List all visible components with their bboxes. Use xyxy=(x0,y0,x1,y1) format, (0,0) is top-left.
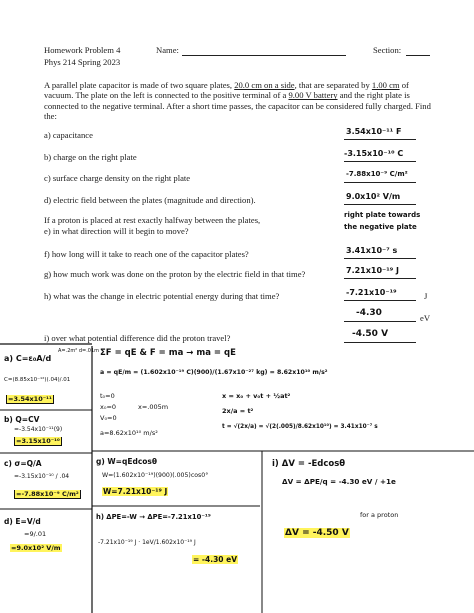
question-a: a) capacitance xyxy=(44,130,93,140)
work-b-calc: =-3.54x10⁻¹¹(9) xyxy=(14,426,63,433)
homework-title: Homework Problem 4 xyxy=(44,45,121,55)
work-f-a: a=8.62x10¹⁰ m/s² xyxy=(100,429,158,437)
work-f-line1: ΣF = qE & F = ma → ma = qE xyxy=(100,348,236,358)
answer-a: 3.54x10⁻¹¹ F xyxy=(346,127,402,136)
work-a-label: a) C=ε₀A/d xyxy=(4,354,52,363)
question-d: d) electric field between the plates (magnitude and direction). xyxy=(44,195,256,205)
work-f-x: x=.005m xyxy=(138,403,169,411)
question-h: h) what was the change in electric potential energy during that time? xyxy=(44,291,280,301)
work-g-line1: g) W=qEdcosθ xyxy=(96,457,158,466)
question-i: i) over what potential difference did the proton travel? xyxy=(44,333,231,343)
course-label: Phys 214 Spring 2023 xyxy=(44,57,121,67)
plate-separation: 1.00 cm xyxy=(371,80,400,90)
work-b-result: =3.15x10⁻¹⁰ xyxy=(16,437,60,445)
problem-text-1: A parallel plate capacitor is made of two square plates, xyxy=(44,80,235,90)
work-a-calc: C=(8.85x10⁻¹²)(.04)/.01 xyxy=(4,377,71,383)
work-h-line1: h) ΔPE=-W → ΔPE=-7.21x10⁻¹⁹ xyxy=(96,513,211,521)
work-d-result: =9.0x10² V/m xyxy=(11,544,61,552)
work-b-label: b) Q=CV xyxy=(4,415,40,424)
work-i-note: for a proton xyxy=(360,511,399,519)
question-g: g) how much work was done on the proton by the electric field in that time? xyxy=(44,269,306,279)
plate-size: 20.0 cm on a side xyxy=(234,80,295,90)
work-f-kin1: x = x₀ + v₀t + ½at² xyxy=(222,392,291,400)
answer-b: -3.15x10⁻¹⁰ C xyxy=(344,149,404,158)
answer-h: -7.21x10⁻¹⁹ xyxy=(346,288,397,297)
work-d-label: d) E=V/d xyxy=(4,517,41,526)
answer-c: -7.88x10⁻⁹ C/m² xyxy=(346,170,408,178)
work-f-kin2: 2x/a = t² xyxy=(222,407,254,415)
answer-h-ev: -4.30 xyxy=(356,308,382,318)
answer-h-ev-unit: eV xyxy=(420,313,431,323)
answer-f: 3.41x10⁻⁷ s xyxy=(346,246,398,255)
work-c-label: c) σ=Q/A xyxy=(4,459,42,468)
problem-text-4: and the right plate is connected to the negative terminal. After a short time passes, the capacitor can be considered fully charged. Find the: xyxy=(44,90,431,122)
problem-text-2: , that are separated by xyxy=(294,80,372,90)
section-label: Section: xyxy=(373,45,402,55)
work-a-result: =3.54x10⁻¹¹ xyxy=(8,395,52,403)
work-a-given: A=.2m² d=.01m xyxy=(58,348,100,354)
work-f-line2: a = qE/m = (1.602x10⁻¹⁹ C)(900)/(1.67x10⁻²⁷ kg) = 8.62x10¹⁰ m/s² xyxy=(100,369,328,376)
work-g-line2: W=(1.602x10⁻¹⁹)(900)(.005)cos0° xyxy=(102,472,209,479)
battery-voltage: 9.00 V battery xyxy=(288,90,338,101)
answer-d: 9.0x10² V/m xyxy=(346,192,401,201)
question-e: e) in what direction will it begin to move? xyxy=(44,226,189,236)
answer-i: -4.50 V xyxy=(352,329,389,339)
answer-e-line2: the negative plate xyxy=(344,223,417,231)
work-c-result: =-7.88x10⁻⁹ C/m² xyxy=(16,490,79,498)
work-i-result: ΔV = -4.50 V xyxy=(285,528,349,538)
work-f-x0: x₀=0 xyxy=(100,403,117,411)
problem-text-3: of vacuum. The plate on the left is connected to the positive terminal of a xyxy=(44,80,409,101)
work-h-line2: -7.21x10⁻¹⁹ J · 1eV/1.602x10⁻¹⁹ J xyxy=(98,539,196,546)
work-d-calc: =9/.01 xyxy=(24,530,47,538)
question-e-intro: If a proton is placed at rest exactly halfway between the plates, xyxy=(44,215,261,225)
work-g-result: W=7.21x10⁻¹⁹ J xyxy=(103,487,168,496)
question-c: c) surface charge density on the right plate xyxy=(44,173,191,183)
work-c-calc: =-3.15x10⁻¹⁰ / .04 xyxy=(14,473,70,480)
work-f-t0: t₀=0 xyxy=(100,392,115,400)
work-f-v0: V₀=0 xyxy=(100,414,117,422)
question-f: f) how long will it take to reach one of the capacitor plates? xyxy=(44,249,249,259)
answer-e-line1: right plate towards xyxy=(344,211,421,219)
work-i-line2: ΔV = ΔPE/q = -4.30 eV / +1e xyxy=(282,477,396,486)
answer-g: 7.21x10⁻¹⁹ J xyxy=(346,266,400,275)
work-i-line1: i) ΔV = -Edcosθ xyxy=(272,459,346,469)
answer-h-unit: J xyxy=(424,291,428,301)
work-h-result: = -4.30 eV xyxy=(193,555,238,564)
name-label: Name: xyxy=(156,45,179,55)
work-f-kin3: t = √(2x/a) = √(2(.005)/8.62x10¹⁰) = 3.41x10⁻⁷ s xyxy=(222,424,378,430)
question-b: b) charge on the right plate xyxy=(44,152,137,162)
